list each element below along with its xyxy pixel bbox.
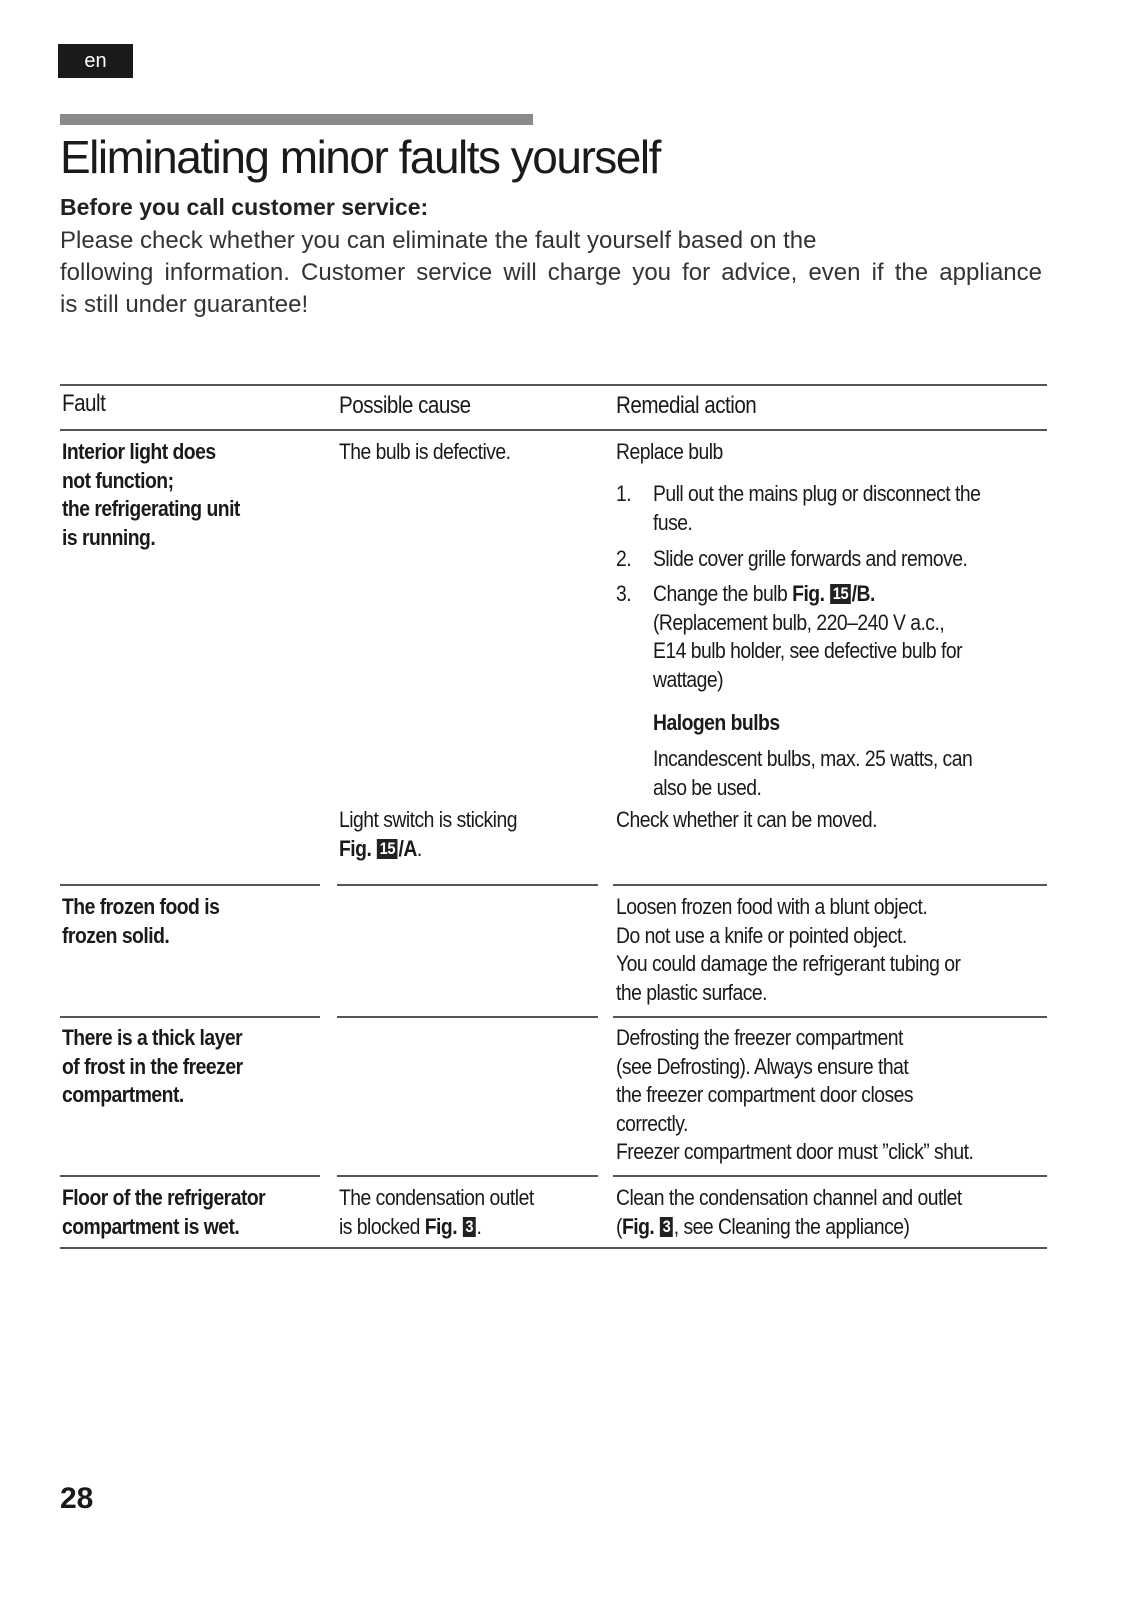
header-possible-cause: Possible cause <box>339 392 471 419</box>
row-divider <box>613 1016 1047 1018</box>
cause-cell: The condensation outlet is blocked Fig. 3 . <box>339 1185 534 1239</box>
halogen-note: Incandescent bulbs, max. 25 watts, can also be used. <box>653 746 973 800</box>
row-divider <box>337 1016 598 1018</box>
action-cell: Loosen frozen food with a blunt object. Do not use a knife or pointed object. You could damage the refrigerant tubing or the plastic surface. <box>616 894 961 1005</box>
fault-cell: The frozen food is frozen solid. <box>62 894 220 948</box>
halogen-heading: Halogen bulbs <box>653 710 780 735</box>
intro-line: is still under guarantee! <box>60 291 309 318</box>
fault-cell: Floor of the refrigerator compartment is wet. <box>62 1185 266 1239</box>
intro-line: following information. Customer service will charge you for advice, even if the appliance <box>60 259 1042 286</box>
figure-badge: 15 <box>830 584 851 604</box>
row-divider <box>613 1175 1047 1177</box>
figure-badge: 3 <box>660 1217 673 1237</box>
header-remedial-action: Remedial action <box>616 392 757 419</box>
language-tab: en <box>58 44 133 78</box>
fault-cell: Interior light does not function; the refrigerating unit is running. <box>62 439 240 550</box>
action-cell: Clean the condensation channel and outlet (Fig. 3 , see Cleaning the appliance) <box>616 1185 962 1239</box>
cause-cell: The bulb is defective. <box>339 439 511 464</box>
cause-cell: Light switch is sticking Fig. 15 /A. <box>339 807 517 861</box>
action-cell: Check whether it can be moved. <box>616 807 877 832</box>
intro-heading: Before you call customer service: <box>60 194 429 220</box>
action-cell: Defrosting the freezer compartment (see Defrosting). Always ensure that the freezer compartment door closes correctly. Freezer compartment door must ”click” shut. <box>616 1025 974 1164</box>
header-fault: Fault <box>62 390 106 417</box>
intro-line: Please check whether you can eliminate the fault yourself based on the <box>60 227 817 254</box>
page-number: 28 <box>60 1482 94 1515</box>
page-title: Eliminating minor faults yourself <box>60 131 660 183</box>
fault-cell: There is a thick layer of frost in the freezer compartment. <box>62 1025 243 1107</box>
table-rule-header <box>60 429 1047 431</box>
title-rule <box>60 114 533 125</box>
action-title: Replace bulb <box>616 439 723 464</box>
figure-badge: 3 <box>463 1217 476 1237</box>
row-divider <box>60 884 320 886</box>
row-divider <box>337 1175 598 1177</box>
table-rule-top <box>60 384 1047 386</box>
row-divider <box>613 884 1047 886</box>
row-divider <box>337 884 598 886</box>
row-divider <box>60 1175 320 1177</box>
figure-badge: 15 <box>377 839 398 859</box>
intro-section <box>60 194 1050 321</box>
row-divider <box>60 1016 320 1018</box>
table-rule-bottom <box>60 1247 1047 1249</box>
